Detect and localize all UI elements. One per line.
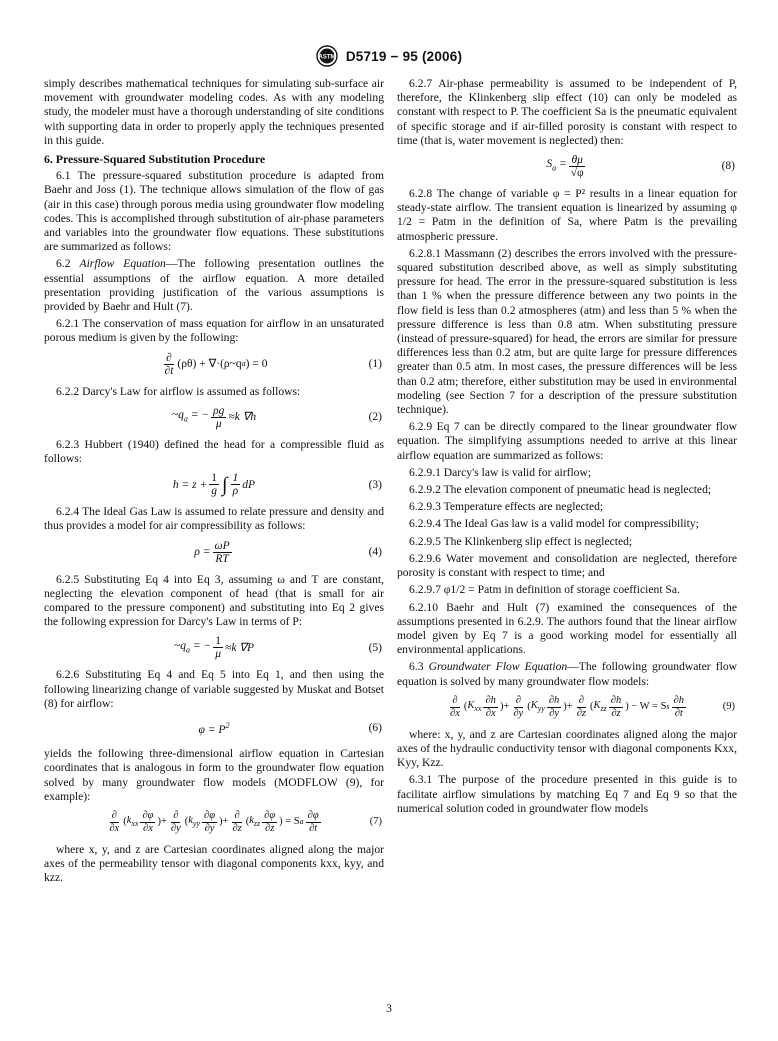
- equation-6: $\varphi = P^2$ (6): [198, 721, 382, 736]
- equation-5: $\sim q_a$ = − $\frac{1}{\mu}$ ≈k ∇P (5): [173, 635, 382, 661]
- paragraph-6-2-9-6: 6.2.9.6 Water movement and consolidation are neglected, therefore porosity is constant with respect to time; and: [397, 551, 737, 580]
- equation-4: ρ = $\frac{\omega P}{RT}$ (4): [194, 539, 382, 565]
- paragraph-6-1: 6.1 The pressure-squared substitution procedure is adapted from Baehr and Joss (1). The technique allows simulation of the flow of gas (air in this case) through porous media using groundwater flow modeling codes. This is accomplished through substitution of air-phase parameters and variables into the groundwater flow equations. These substitutions are summarized as follows:: [44, 169, 384, 254]
- paragraph-6-2-9-7: 6.2.9.7 φ1/2 = Patm in definition of storage coefficient Sa.: [409, 583, 680, 597]
- paragraph-6-2-9-5: 6.2.9.5 The Klinkenberg slip effect is neglected;: [409, 534, 633, 548]
- paragraph-where-permeability: where x, y, and z are Cartesian coordinates aligned along the major axes of the permeability tensor with diagonal components kxx, kyy, and kzz.: [44, 842, 384, 885]
- document-header: [0, 44, 778, 68]
- page-number: 3: [386, 1003, 392, 1015]
- paragraph-yields: yields the following three-dimensional airflow equation in Cartesian coordinates that is analogous in form to the groundwater flow equation solved by many groundwater flow models (MODFLOW (9), for example):: [44, 747, 384, 803]
- paragraph-6-2-8-1: 6.2.8.1 Massmann (2) describes the errors involved with the pressure-squared substitution described above, as well as simply substituting pressure for head. The error in the pressure-squared substitution is less than 1 % when the pressure difference between any two points in the flow field is less than 0.2 atmospheres (atm) and less than 5 % when the pressure difference is less than 0.8 atm. When substituting pressure (instead of pressure-squared) for head, the errors are similar for pressure differences less than 0.2 atm, but are quite large for pressure differences greater than 0.5 atm. In most cases, the pressure differences will be less than 0.2 atm; therefore, either substitution may be used in environmental modeling (see Section 7 for a description of the pressure substitution technique).: [397, 246, 737, 417]
- equation-1: $\frac{\partial}{\partial t}$ (ρθ) + ∇·(ρ~q a ) = 0 (1): [164, 351, 382, 377]
- paragraph-6-2-1: 6.2.1 The conservation of mass equation for airflow in an unsaturated porous medium is given by the following:: [44, 317, 384, 345]
- paragraph-6-2: 6.2 Airflow Equation—The following presentation outlines the essential assumptions of the airflow equation. A more detailed presentation providing justification of the various assumptions is provided by Baehr and Hult (7).: [44, 257, 384, 314]
- equation-9: $\frac{\partial}{\partial x}$ ( $K_{xx}$ $\frac{\partial h}{\partial x}$ )+ $\frac{\partial}{\partial y}$ ( $K_{yy}$ $\frac{\partial h}{\partial y}$ )+ $\frac{\partial}{\partial z}$ ( $K_{zz}$ $\frac{\partial h}{\partial z}$ ) − W = S s $\frac{\partial h}{\partial t}$ (9): [450, 694, 735, 719]
- equation-7: $\frac{\partial}{\partial x}$ ( $k_{xx}$ $\frac{\partial\varphi}{\partial x}$ )+ $\frac{\partial}{\partial y}$ ( $k_{yy}$ $\frac{\partial\varphi}{\partial y}$ )+ $\frac{\partial}{\partial z}$ ( $k_{zz}$ $\frac{\partial\varphi}{\partial z}$ ) = S a $\frac{\partial\varphi}{\partial t}$ (7): [109, 809, 382, 834]
- paragraph-6-2-9-3: 6.2.9.3 Temperature effects are neglected;: [409, 500, 604, 514]
- left-column: [44, 77, 384, 889]
- paragraph-6-2-7: 6.2.7 Air-phase permeability is assumed to be independent of P, therefore, the Klinkenberg slip effect (10) can only be modeled as constant with respect to P. The coefficient Sa is the pneumatic equivalent of specific storage and if air-filled porosity is constant with respect to time (that is, water movement is neglected) then:: [397, 77, 737, 147]
- paragraph-6-3: 6.3 Groundwater Flow Equation—The following groundwater flow equation is solved by many groundwater flow models:: [397, 660, 737, 688]
- paragraph-6-2-9-4: 6.2.9.4 The Ideal Gas law is a valid model for compressibility;: [409, 517, 699, 531]
- paragraph-6-2-9-2: 6.2.9.2 The elevation component of pneumatic head is neglected;: [409, 483, 712, 497]
- paragraph-where-hydraulic: where: x, y, and z are Cartesian coordinates aligned along the major axes of the hydraulic conductivity tensor with diagonal components Kxx, Kyy, Kzz.: [397, 727, 738, 770]
- equation-2: $\sim q_a$ = − $\frac{\rho g}{\mu}$ ≈k ∇h (2): [171, 404, 382, 430]
- paragraph-6-2-5: 6.2.5 Substituting Eq 4 into Eq 3, assuming ω and T are constant, neglecting the elevation component of head (that is small for air compared to the pressure component) and substituting into Eq 2 gives the following expression for Darcy's Law in terms of P:: [44, 572, 384, 629]
- astm-logo-icon: [316, 45, 338, 67]
- document-designation: D5719 − 95 (2006): [345, 48, 463, 64]
- right-column: [397, 77, 737, 819]
- equation-3: h = z + $\frac{1}{g}$ ∫ $\frac{1}{\rho}$ dP (3): [172, 472, 382, 498]
- paragraph-6-2-3: 6.2.3 Hubbert (1940) defined the head for a compressible fluid as follows:: [44, 437, 384, 466]
- section-6-heading: 6. Pressure-Squared Substitution Procedure: [44, 152, 266, 167]
- paragraph-6-2-2: 6.2.2 Darcy's Law for airflow is assumed as follows:: [56, 384, 301, 398]
- paragraph-6-2-9: 6.2.9 Eq 7 can be directly compared to the linear groundwater flow equation. The simplifying assumptions needed to arrive at this linear airflow equation are summarized as follows:: [397, 420, 737, 462]
- paragraph-6-3-1: 6.3.1 The purpose of the procedure presented in this guide is to facilitate airflow simulations by matching Eq 7 and Eq 9 so that the numerical solution coded in groundwater flow models: [397, 773, 737, 815]
- svg-text:ASTM: ASTM: [318, 54, 336, 61]
- equation-8: $S_a$ = $\frac{\theta\mu}{√\varphi}$ (8): [546, 154, 735, 180]
- paragraph-6-2-8: 6.2.8 The change of variable φ = P² results in a linear equation for steady-state airflow. The transient equation is linearized by assuming φ 1/2 = Patm in the definition of Sa, where Patm is the prevailing atmospheric pressure.: [397, 187, 737, 243]
- intro-paragraph: simply describes mathematical techniques for simulating sub-surface air movement with groundwater modeling codes. As with any modeling study, the modeler must have a thorough understanding of site conditions with supporting data in order to properly apply the techniques presented in this guide.: [44, 77, 384, 147]
- paragraph-6-2-6: 6.2.6 Substituting Eq 4 and Eq 5 into Eq 1, and then using the following linearizing change of variable suggested by Muskat and Botset (8) for airflow:: [44, 668, 384, 710]
- paragraph-6-2-9-1: 6.2.9.1 Darcy's law is valid for airflow;: [409, 465, 592, 479]
- paragraph-6-2-4: 6.2.4 The Ideal Gas Law is assumed to relate pressure and density and thus provides a model for air compressibility as follows:: [44, 505, 384, 533]
- paragraph-6-2-10: 6.2.10 Baehr and Hult (7) examined the consequences of the assumptions presented in 6.2.9. The authors found that the linear airflow model given by Eq 7 is a good working model for essentially all environmental applications.: [397, 600, 737, 657]
